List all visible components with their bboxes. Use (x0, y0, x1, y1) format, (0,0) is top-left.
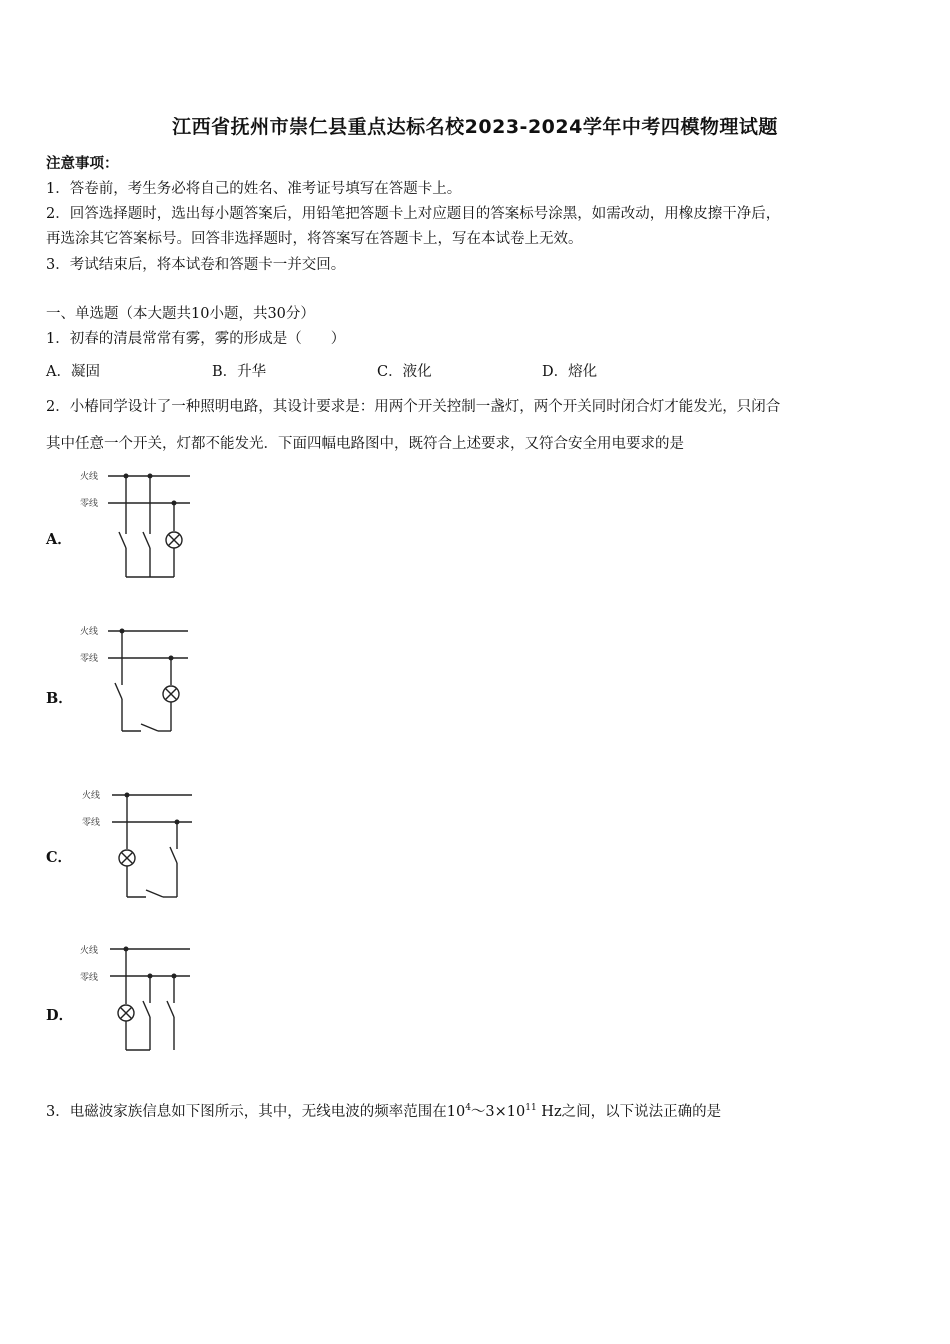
q1-stem: 1．初春的清晨常常有雾，雾的形成是（ ） (46, 331, 346, 347)
q2-choice-d-label: D． (46, 1007, 74, 1024)
switch-1 (143, 1001, 150, 1017)
circuit-diagram-a (70, 462, 200, 584)
switch-2 (143, 532, 150, 548)
circuit-diagram-d (70, 936, 200, 1058)
neutral-wire-label: 零线 (80, 654, 99, 664)
live-wire-label: 火线 (80, 946, 99, 956)
q1-option-d: D．熔化 (542, 364, 598, 380)
live-wire-label: 火线 (80, 472, 99, 482)
switch-2 (170, 847, 177, 863)
q3-exponent-1: 4 (465, 1103, 471, 1114)
q3-stem-mid: ～3×10 (470, 1104, 526, 1120)
notice-item-2: 2．回答选择题时，选出每小题答案后，用铅笔把答题卡上对应题目的答案标号涂黑，如需改动，用橡皮擦干净后， (46, 206, 781, 222)
q1-option-c: C．液化 (377, 364, 432, 380)
notice-item-2-cont: 再选涂其它答案标号。回答非选择题时，将答案写在答题卡上，写在本试卷上无效。 (46, 231, 583, 247)
q3-exponent-2: 11 (525, 1103, 537, 1114)
switch-1 (119, 532, 126, 548)
q1-options (46, 360, 646, 380)
page-title: 江西省抚州市崇仁县重点达标名校2023-2024学年中考四模物理试题 (172, 116, 778, 138)
q2-choice-b-label: B． (46, 690, 73, 707)
live-wire-label: 火线 (80, 627, 99, 637)
q2-choice-a-label: A． (46, 531, 72, 548)
switch-2 (167, 1001, 174, 1017)
neutral-wire-label: 零线 (82, 818, 101, 828)
section-heading: 一、单选题（本大题共10小题，共30分） (46, 306, 315, 322)
circuit-diagram-c (70, 781, 200, 903)
notice-item-3: 3．考试结束后，将本试卷和答题卡一并交回。 (46, 257, 346, 273)
q2-stem-line2: 其中任意一个开关，灯都不能发光．下面四幅电路图中，既符合上述要求，又符合安全用电要求的是 (46, 436, 684, 452)
switch-1 (115, 683, 122, 699)
notice-item-1: 1．答卷前，考生务必将自己的姓名、准考证号填写在答题卡上。 (46, 181, 462, 197)
q1-option-a: A．凝固 (46, 364, 100, 380)
neutral-wire-label: 零线 (80, 499, 99, 509)
q3-stem (46, 1100, 721, 1121)
q2-choice-c-label: C． (46, 849, 73, 866)
q1-option-b: B．升华 (212, 364, 267, 380)
notice-heading: 注意事项： (46, 155, 119, 172)
q3-stem-prefix: 3．电磁波家族信息如下图所示，其中，无线电波的频率范围在10 (46, 1104, 466, 1120)
neutral-wire-label: 零线 (80, 973, 99, 983)
circuit-diagram-b (70, 617, 200, 742)
q2-stem-line1: 2．小椿同学设计了一种照明电路，其设计要求是：用两个开关控制一盏灯，两个开关同时闭合灯才能发光，只闭合 (46, 399, 781, 415)
q3-stem-suffix: Hz之间，以下说法正确的是 (536, 1104, 722, 1120)
live-wire-label: 火线 (82, 791, 101, 801)
switch-1 (146, 890, 163, 897)
switch-2 (141, 724, 158, 731)
